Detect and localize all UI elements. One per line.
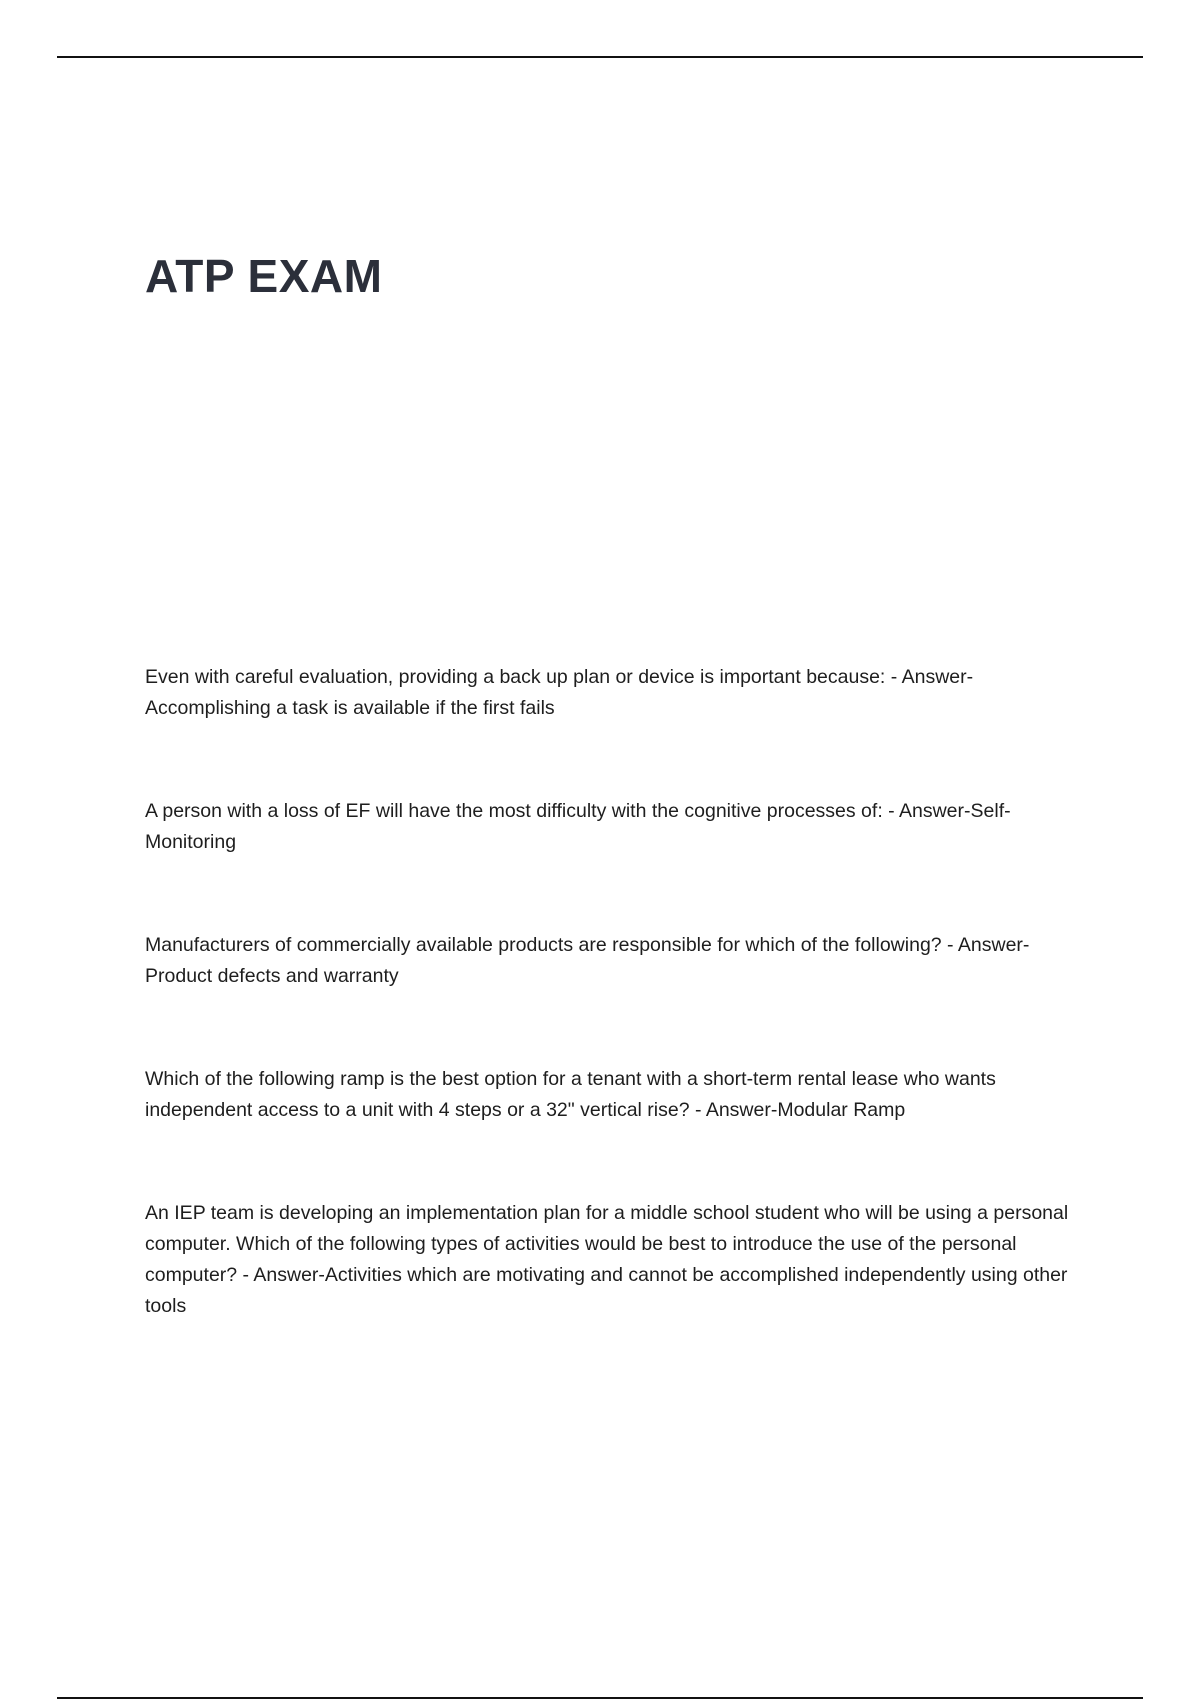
answer-text: Activities which are motivating and cannot be accomplished independently using other tools [145, 1264, 1068, 1317]
qa-item-1 [145, 662, 1095, 724]
question-text: A person with a loss of EF will have the most difficulty with the cognitive processes of: - Answer- [145, 800, 971, 822]
question-text: Which of the following ramp is the best option for a tenant with a short-term rental lease who wants independent access to a unit with 4 steps or a 32" vertical rise? - Answer- [145, 1068, 996, 1121]
qa-item-4 [145, 1064, 1095, 1126]
answer-text: Product defects and warranty [145, 965, 399, 987]
top-divider [57, 56, 1143, 58]
question-text: An IEP team is developing an implementation plan for a middle school student who will be using a personal computer. Which of the following types of activities would be best to introduce the use of the personal computer? - Answer- [145, 1202, 1069, 1286]
question-text: Manufacturers of commercially available products are responsible for which of the following? - Answer- [145, 934, 1030, 956]
document-title: ATP EXAM [145, 250, 383, 302]
qa-item-5 [145, 1198, 1095, 1322]
qa-item-3 [145, 930, 1095, 992]
answer-text: Self-Monitoring [145, 800, 1011, 853]
question-text: Even with careful evaluation, providing a back up plan or device is important because: - Answer- [145, 666, 974, 688]
answer-text: Accomplishing a task is available if the first fails [145, 697, 555, 719]
qa-list [145, 662, 1095, 1394]
bottom-divider [57, 1697, 1143, 1699]
qa-item-2 [145, 796, 1095, 858]
answer-text: Modular Ramp [777, 1099, 906, 1121]
